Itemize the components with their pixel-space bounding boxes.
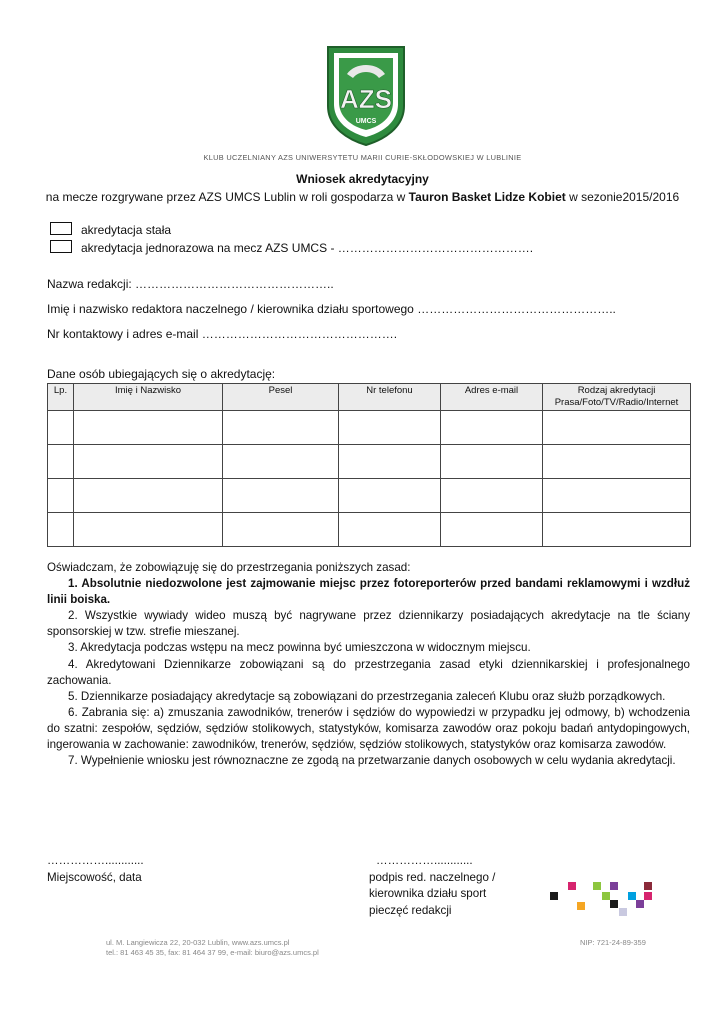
table-cell[interactable] (223, 479, 339, 513)
table-cell[interactable] (441, 513, 543, 547)
place-date-dots[interactable]: ……………............ (47, 854, 144, 867)
table-cell[interactable] (223, 411, 339, 445)
footer-contact: tel.: 81 463 45 35, fax: 81 464 37 99, e-mail: biuro@azs.umcs.pl (106, 948, 319, 957)
form-title: Wniosek akredytacyjny (296, 172, 429, 186)
table-cell[interactable] (74, 411, 223, 445)
pixel-mosaic-logo (550, 880, 660, 920)
editor-signature (369, 853, 495, 919)
editor-signature-line: pieczęć redakcji (369, 903, 452, 917)
rule-item: 4. Akredytowani Dziennikarze zobowiązani są do przestrzegania zasad etyki dziennikarskiej i profesjonalnego zachowania. (47, 657, 690, 687)
editor-signature-dots[interactable]: ……………............ (376, 854, 473, 867)
rule-item: 3. Akredytacja podczas wstępu na mecz powinna być umieszczona w widocznym miejscu. (68, 641, 531, 655)
club-logo (325, 44, 407, 146)
place-date-label: Miejscowość, data (47, 870, 142, 884)
editor-name-field[interactable]: Imię i nazwisko redaktora naczelnego / kierownika działu sportowego ………………………………………….. (47, 302, 616, 316)
col-type: Rodzaj akredytacji Prasa/Foto/TV/Radio/Internet (543, 384, 691, 411)
rule-item: 2. Wszystkie wywiady wideo muszą być nagrywane przez dziennikarzy posiadających akredytacje na tle ściany sponsorskiej w tzw. strefie mieszanej. (47, 609, 690, 639)
table-cell[interactable] (441, 411, 543, 445)
col-pesel: Pesel (223, 384, 339, 411)
table-cell[interactable] (543, 411, 691, 445)
col-lp: Lp. (48, 384, 74, 411)
table-header-row (48, 384, 691, 411)
table-cell[interactable] (74, 513, 223, 547)
rule-item: 5. Dziennikarze posiadający akredytacje są zobowiązani do przestrzegania zaleceń Klubu oraz służb porządkowych. (68, 689, 666, 703)
permanent-accreditation-checkbox[interactable] (50, 222, 72, 235)
declaration (47, 560, 690, 769)
footer-address: ul. M. Langiewicza 22, 20-032 Lublin, www.azs.umcs.pl (106, 938, 290, 947)
table-cell[interactable] (339, 479, 441, 513)
rule-item: 7. Wypełnienie wniosku jest równoznaczne ze zgodą na przetwarzanie danych osobowych w celu wydania akredytacji. (68, 754, 676, 768)
col-email: Adres e-mail (441, 384, 543, 411)
permanent-accreditation-label: akredytacja stała (81, 223, 172, 237)
table-row (48, 411, 691, 445)
table-cell[interactable] (74, 445, 223, 479)
svg-text:AZS: AZS (340, 84, 392, 114)
editor-signature-line: podpis red. naczelnego / (369, 870, 496, 884)
single-accreditation-checkbox[interactable] (50, 240, 72, 253)
rule-item: 6. Zabrania się: a) zmuszania zawodników, trenerów i sędziów do wypowiedzi w przypadku jej odmowy, b) wchodzenia do szatni: zespołów, sędziów, sędziów stolikowych, statystyków, komisarza zawodów oraz pokoju badań antydopingowych, ingerowania w zachowanie: zawodników, trenerów, sędziów, sędziów stolikowych, statystyków oraz komisarza zawodów. (47, 705, 690, 752)
form-subtitle: na mecze rozgrywane przez AZS UMCS Lublin w roli gospodarza w Tauron Basket Lidze Kobiet w sezonie2015/2016 (45, 190, 680, 204)
table-cell[interactable] (223, 513, 339, 547)
table-cell[interactable] (48, 479, 74, 513)
table-row (48, 513, 691, 547)
table-cell[interactable] (48, 513, 74, 547)
applicants-table (47, 383, 691, 547)
table-row (48, 445, 691, 479)
place-date-signature (47, 853, 144, 886)
table-cell[interactable] (543, 445, 691, 479)
table-caption: Dane osób ubiegających się o akredytację: (47, 367, 276, 381)
svg-text:UMCS: UMCS (355, 118, 377, 125)
col-name: Imię i Nazwisko (74, 384, 223, 411)
azs-crest-icon (325, 44, 407, 146)
table-cell[interactable] (543, 479, 691, 513)
col-phone: Nr telefonu (339, 384, 441, 411)
footer-nip: NIP: 721-24-89-359 (580, 938, 646, 947)
table-cell[interactable] (339, 411, 441, 445)
table-cell[interactable] (48, 445, 74, 479)
table-cell[interactable] (543, 513, 691, 547)
table-row (48, 479, 691, 513)
table-cell[interactable] (441, 445, 543, 479)
table-cell[interactable] (48, 411, 74, 445)
table-cell[interactable] (339, 513, 441, 547)
rule-item: 1. Absolutnie niedozwolone jest zajmowanie miejsc przez fotoreporterów przed bandami reklamowymi i wzdłuż linii boiska. (47, 577, 690, 607)
club-name: KLUB UCZELNIANY AZS UNIWERSYTETU MARII CURIE-SKŁODOWSKIEJ W LUBLINIE (203, 153, 522, 162)
table-cell[interactable] (441, 479, 543, 513)
editor-signature-line: kierownika działu sport (369, 887, 487, 900)
footer-address-block (106, 938, 319, 958)
editorial-name-field[interactable]: Nazwa redakcji: ………………………………………….. (47, 277, 334, 291)
table-cell[interactable] (74, 479, 223, 513)
declaration-intro: Oświadczam, że zobowiązuję się do przestrzegania poniższych zasad: (47, 561, 411, 574)
table-cell[interactable] (339, 445, 441, 479)
contact-field[interactable]: Nr kontaktowy i adres e-mail …………………………………………. (47, 327, 398, 341)
single-accreditation-label: akredytacja jednorazowa na mecz AZS UMCS - …………………………………………. (81, 241, 534, 255)
table-cell[interactable] (223, 445, 339, 479)
